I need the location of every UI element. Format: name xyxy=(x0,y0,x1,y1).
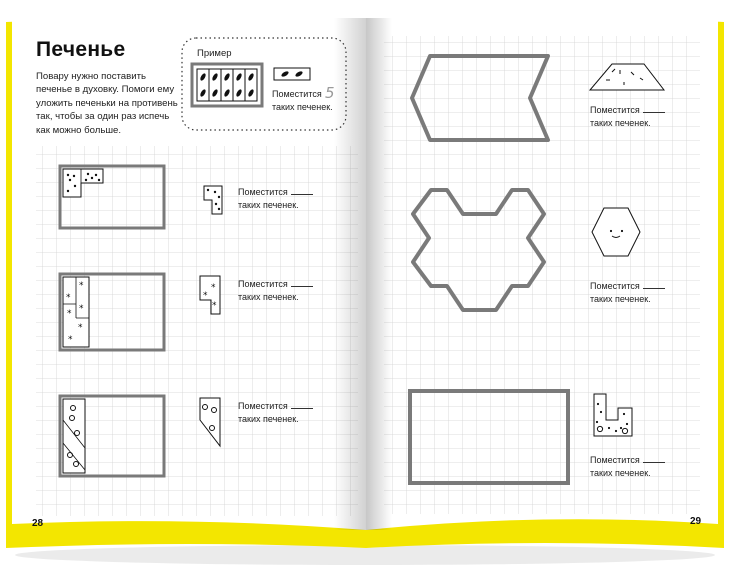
svg-text:*: * xyxy=(66,293,71,303)
fits-line-2: таких печенек. xyxy=(590,293,651,304)
answer-blank[interactable] xyxy=(291,400,313,409)
left-task-2-fits xyxy=(238,278,313,303)
answer-blank[interactable] xyxy=(643,454,665,463)
svg-text:*: * xyxy=(211,283,216,293)
fits-line-2: таких печенек. xyxy=(272,101,333,112)
fits-line-2: таких печенек. xyxy=(238,291,299,302)
left-task-1-fits xyxy=(238,186,313,211)
fits-line-1: Поместится xyxy=(590,281,640,291)
svg-text:*: * xyxy=(212,301,217,311)
fits-line-2: таких печенек. xyxy=(590,467,651,478)
svg-text:*: * xyxy=(67,309,72,319)
example-cookie xyxy=(274,68,310,80)
intro-line: уложить печеньки на противень xyxy=(36,97,178,109)
intro-line: как можно больше. xyxy=(36,124,122,136)
svg-text:*: * xyxy=(79,281,84,291)
intro-line: печенье в духовку. Помоги ему xyxy=(36,84,175,96)
svg-text:*: * xyxy=(79,304,84,314)
example-fits-text xyxy=(272,88,333,113)
page-number-left: 28 xyxy=(32,518,44,529)
fits-line-2: таких печенек. xyxy=(238,199,299,210)
answer-blank[interactable] xyxy=(291,186,313,195)
page-number-right: 29 xyxy=(690,516,702,527)
example-answer: 5 xyxy=(325,84,335,102)
intro-line: так, чтобы за один раз испечь xyxy=(36,111,170,123)
fits-line-1: Поместится xyxy=(238,401,288,411)
right-task-3-fits xyxy=(590,454,665,479)
fits-line-1: Поместится xyxy=(590,455,640,465)
answer-blank[interactable] xyxy=(643,104,665,113)
fits-line-1: Поместится xyxy=(590,105,640,115)
fits-line-1: Поместится xyxy=(272,89,322,99)
right-task-2-fits xyxy=(590,280,665,305)
page-title: Печенье xyxy=(36,38,126,61)
example-tray xyxy=(192,64,262,106)
left-task-3-fits xyxy=(238,400,313,425)
intro-line: Повару нужно поставить xyxy=(36,71,146,82)
fits-line-2: таких печенек. xyxy=(590,117,651,128)
example-label: Пример xyxy=(197,48,232,59)
fits-line-1: Поместится xyxy=(238,187,288,197)
answer-blank[interactable] xyxy=(643,280,665,289)
fits-line-2: таких печенек. xyxy=(238,413,299,424)
svg-text:*: * xyxy=(203,291,208,301)
svg-text:*: * xyxy=(68,335,73,345)
fits-line-1: Поместится xyxy=(238,279,288,289)
right-task-1-fits xyxy=(590,104,665,129)
answer-blank[interactable] xyxy=(291,278,313,287)
svg-text:*: * xyxy=(78,323,83,333)
intro-text xyxy=(36,70,186,137)
